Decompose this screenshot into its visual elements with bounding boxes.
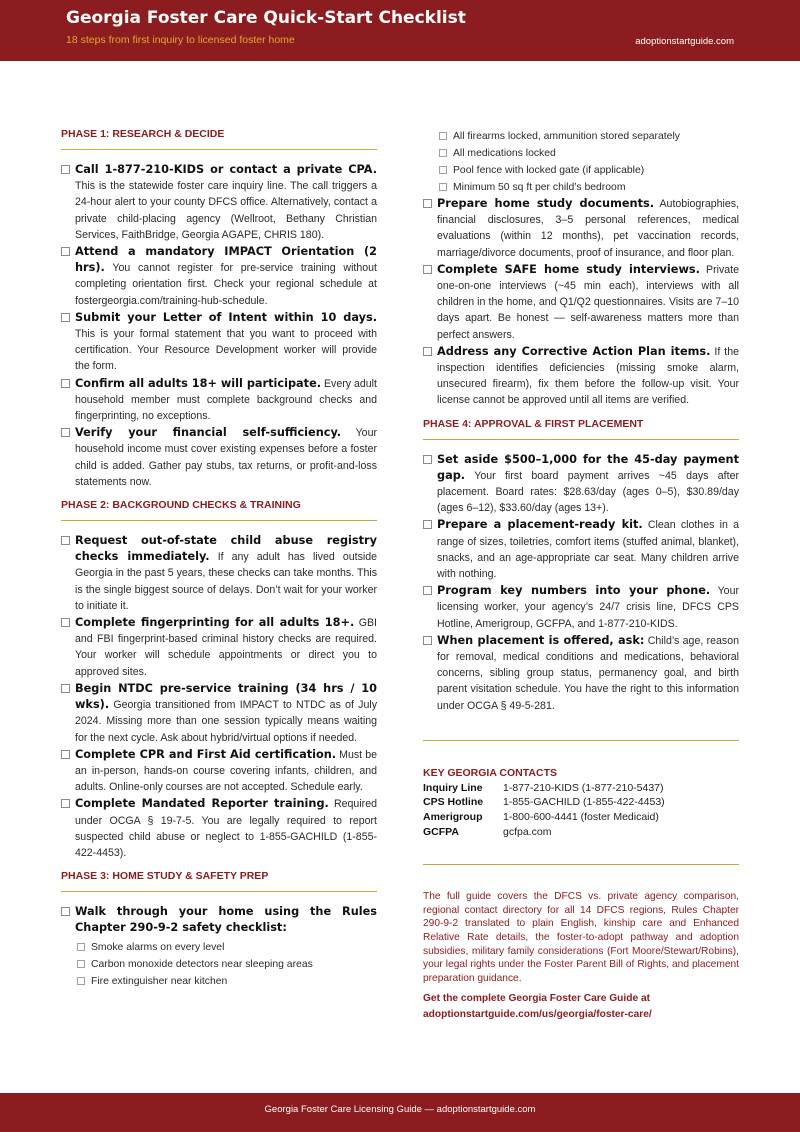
checklist-item	[61, 904, 377, 936]
checkbox[interactable]	[423, 199, 432, 208]
guide-link[interactable]	[423, 991, 739, 1023]
phase-heading: PHASE 2: BACKGROUND CHECKS & TRAINING	[61, 499, 377, 521]
sub-item-label: Smoke alarms on every level	[91, 941, 225, 953]
checkbox[interactable]	[61, 536, 70, 545]
item-body: You cannot register for pre-service training without completing orientation first. Check your regional schedule at fostergeorgia.com/training-hub-schedule.	[75, 262, 377, 307]
contact-value: 1-877-210-KIDS (1-877-210-5437)	[503, 781, 664, 794]
checklist-item	[61, 615, 377, 680]
checklist-item	[61, 747, 377, 796]
contact-label: Amerigroup	[423, 811, 483, 824]
safety-sublist-continued	[423, 128, 739, 196]
sub-checklist-item	[77, 956, 377, 973]
item-title: Set aside $500–1,000 for the 45-day payment gap.	[437, 452, 739, 482]
checkbox[interactable]	[423, 455, 432, 464]
checkbox[interactable]	[61, 799, 70, 808]
checkbox[interactable]	[61, 684, 70, 693]
safety-sublist	[61, 939, 377, 990]
checkbox[interactable]	[61, 907, 70, 916]
guide-link-line[interactable]: Get the complete Georgia Foster Care Guide at	[423, 993, 651, 1005]
item-title: Complete CPR and First Aid certification.	[75, 747, 337, 761]
checklist-item	[61, 681, 377, 746]
checklist-item	[61, 244, 377, 309]
item-body: This is your formal statement that you want to proceed with certification. Your Resource Development worker will provide the form.	[75, 328, 377, 373]
checklist-item	[423, 262, 739, 343]
promo-block	[423, 890, 739, 1023]
item-body: If any adult has lived outside Georgia in the past 5 years, these checks can take months. This is the single biggest source of delays. Don’t wait for your worker to initiate it.	[75, 551, 377, 612]
sub-item-label: Pool fence with locked gate (if applicable)	[453, 165, 645, 176]
sub-checklist-item	[77, 973, 377, 990]
sub-item-label: Minimum 50 sq ft per child’s bedroom	[453, 182, 626, 193]
item-title: Walk through your home using the Rules Chapter 290-9-2 safety checklist:	[75, 905, 377, 935]
checklist-item	[423, 633, 739, 714]
checklist-item	[61, 162, 377, 243]
checkbox[interactable]	[439, 183, 447, 191]
item-body: Your household income must cover existing expenses before a foster child is added. Gather pay stubs, tax returns, or profit-and-loss statements now.	[75, 427, 377, 488]
item-title: Complete Mandated Reporter training.	[75, 797, 329, 811]
checklist-item	[61, 425, 377, 490]
checkbox[interactable]	[439, 132, 447, 140]
checkbox[interactable]	[77, 977, 85, 985]
page-footer	[0, 1093, 800, 1132]
checkbox[interactable]	[61, 379, 70, 388]
contacts-block	[423, 767, 739, 839]
checkbox[interactable]	[61, 428, 70, 437]
contact-label: Inquiry Line	[423, 781, 483, 794]
item-body: Private one-on-one interviews (~45 min each), interviews with all children in the home, and Q1/Q2 questionnaires. Visits are 7–10 days apart. Be honest — self-awareness matters more than perfect answers.	[437, 263, 739, 341]
item-title: Begin NTDC pre-service training (34 hrs / 10 wks).	[75, 681, 377, 712]
page-header	[0, 0, 800, 61]
header-site-link[interactable]: adoptionstartguide.com	[635, 36, 734, 47]
sub-item-label: Carbon monoxide detectors near sleeping areas	[91, 958, 313, 970]
footer-text: Georgia Foster Care Licensing Guide — adoptionstartguide.com	[264, 1104, 536, 1115]
checkbox[interactable]	[423, 347, 432, 356]
checklist-item	[423, 583, 739, 632]
contact-label: GCFPA	[423, 825, 459, 838]
contact-value: 1-800-600-4441 (foster Medicaid)	[503, 811, 659, 824]
item-body: If the inspection identifies deficiencies (missing smoke alarm, unsecured firearm), fix them before the follow-up visit. Your license cannot be approved until all items are verified.	[437, 345, 739, 407]
contact-row	[423, 781, 739, 796]
item-body: Georgia transitioned from IMPACT to NTDC as of July 2024. Missing more than one session typically means waiting for the next cycle. Ask about hybrid/virtual options if needed.	[75, 699, 377, 744]
contact-row	[423, 810, 739, 825]
sub-item-label: Fire extinguisher near kitchen	[91, 975, 228, 987]
checkbox[interactable]	[423, 520, 432, 529]
page-subtitle: 18 steps from first inquiry to licensed foster home	[66, 34, 295, 46]
item-title: When placement is offered, ask:	[437, 633, 645, 647]
checkbox[interactable]	[423, 586, 432, 595]
checkbox[interactable]	[61, 247, 70, 256]
item-body: Child’s age, reason for removal, medical conditions and medications, behavioral concerns, sibling group status, permanency goal, and birth parent visitation schedule. You have the right to this information under OCGA § 49-5-281.	[437, 634, 739, 712]
item-body: Clean clothes in a range of sizes, toiletries, comfort items (stuffed animal, blanket), snacks, and an age-appropriate car seat. Many children arrive with nothing.	[437, 519, 740, 581]
checklist-item	[61, 796, 377, 861]
item-title: Prepare a placement-ready kit.	[437, 518, 643, 532]
item-body: Must be an in-person, hands-on course covering infants, children, and adults. Online-only courses are not accepted. Schedule early.	[75, 748, 377, 794]
checkbox[interactable]	[61, 618, 70, 627]
checklist-item	[423, 452, 739, 517]
checkbox[interactable]	[423, 265, 432, 274]
item-body: Required under OCGA § 19-7-5. You are legally required to report suspected child abuse or neglect to 1-855-GACHILD (1-855-422-4453).	[75, 798, 377, 859]
checklist-item	[423, 196, 739, 261]
checklist-item	[61, 533, 377, 614]
sub-item-label: All firearms locked, ammunition stored separately	[453, 131, 680, 142]
right-column	[423, 128, 739, 1023]
checkbox[interactable]	[439, 166, 447, 174]
guide-link-url[interactable]: adoptionstartguide.com/us/georgia/foster-care/	[423, 1009, 652, 1021]
item-title: Attend a mandatory IMPACT Orientation (2 hrs).	[75, 245, 377, 275]
item-title: Complete fingerprinting for all adults 18+.	[75, 616, 355, 630]
sub-checklist-item	[439, 162, 739, 179]
item-title: Confirm all adults 18+ will participate.	[75, 376, 322, 390]
checklist-item	[61, 376, 377, 425]
checkbox[interactable]	[77, 960, 85, 968]
promo-text: The full guide covers the DFCS vs. private agency comparison, regional contact directory for all 14 DFCS regions, Rules Chapter 290-9-2 translated to plain English, kinship care and Enhanced Relative Rate details, the foster-to-adopt pathway and adoption subsidies, military family considerations (Fort Moore/Stewart/Robins), your legal rights under the Foster Parent Bill of Rights, and placement preparation guidance.	[423, 891, 739, 984]
sub-checklist-item	[77, 939, 377, 956]
left-column	[61, 128, 377, 990]
item-title: Complete SAFE home study interviews.	[437, 262, 700, 276]
item-title: Request out-of-state child abuse registry checks immediately.	[75, 534, 377, 564]
contact-row	[423, 795, 739, 810]
checkbox[interactable]	[61, 313, 70, 322]
item-title: Program key numbers into your phone.	[437, 584, 711, 598]
sub-checklist-item	[439, 179, 739, 196]
item-body: This is the statewide foster care inquiry line. The call triggers a 24-hour alert to your county DFCS office. Alternatively, contact a private child-placing agency (Wellroot, Bethany Christian Services, FaithBridge, Georgia AGAPE, CHRIS 180).	[75, 180, 377, 241]
contact-value: gcfpa.com	[503, 825, 552, 838]
item-title: Submit your Letter of Intent within 10 days.	[75, 310, 377, 324]
item-title: Address any Corrective Action Plan items.	[437, 344, 711, 358]
checklist-item	[423, 517, 739, 582]
item-title: Prepare home study documents.	[437, 197, 654, 210]
checklist-item	[423, 344, 739, 409]
checkbox[interactable]	[77, 943, 85, 951]
contact-label: CPS Hotline	[423, 796, 484, 809]
item-body: GBI and FBI fingerprint-based criminal history checks are required. Your worker will schedule appointments or direct you to approved sites.	[75, 617, 377, 678]
phase-heading: PHASE 4: APPROVAL & FIRST PLACEMENT	[423, 418, 739, 440]
page-title: Georgia Foster Care Quick-Start Checklist	[66, 8, 466, 28]
checkbox[interactable]	[61, 165, 70, 174]
phase-heading: PHASE 1: RESEARCH & DECIDE	[61, 128, 377, 150]
checklist-item	[61, 310, 377, 375]
checkbox[interactable]	[439, 149, 447, 157]
item-body: Autobiographies, financial disclosures, 3–5 personal references, medical evaluations (within 12 months), pet vaccination records, marriage/divorce documents, proof of insurance, and floor plan.	[437, 198, 739, 259]
checkbox[interactable]	[61, 750, 70, 759]
section-divider	[423, 740, 739, 741]
section-divider	[423, 864, 739, 865]
contact-row	[423, 825, 739, 840]
item-title: Verify your financial self-sufficiency.	[75, 426, 342, 440]
contact-value: 1-855-GACHILD (1-855-422-4453)	[503, 796, 665, 809]
contacts-heading: KEY GEORGIA CONTACTS	[423, 766, 557, 779]
sub-checklist-item	[439, 145, 739, 162]
checkbox[interactable]	[423, 636, 432, 645]
sub-checklist-item	[439, 128, 739, 145]
item-title: Call 1-877-210-KIDS or contact a private CPA.	[75, 163, 377, 176]
item-body: Your first board payment arrives ~45 days after placement. Board rates: $28.63/day (ages 0–5), $30.89/day (ages 6–12), $33.60/day (ages 13+).	[437, 469, 739, 515]
sub-item-label: All medications locked	[453, 148, 556, 159]
item-body: Your licensing worker, your agency’s 24/7 crisis line, DFCS CPS Hotline, Amerigroup, GCFPA, and 1-877-210-KIDS.	[437, 585, 739, 630]
item-body: Every adult household member must complete background checks and fingerprinting, no exceptions.	[75, 377, 377, 423]
phase-heading: PHASE 3: HOME STUDY & SAFETY PREP	[61, 870, 377, 892]
